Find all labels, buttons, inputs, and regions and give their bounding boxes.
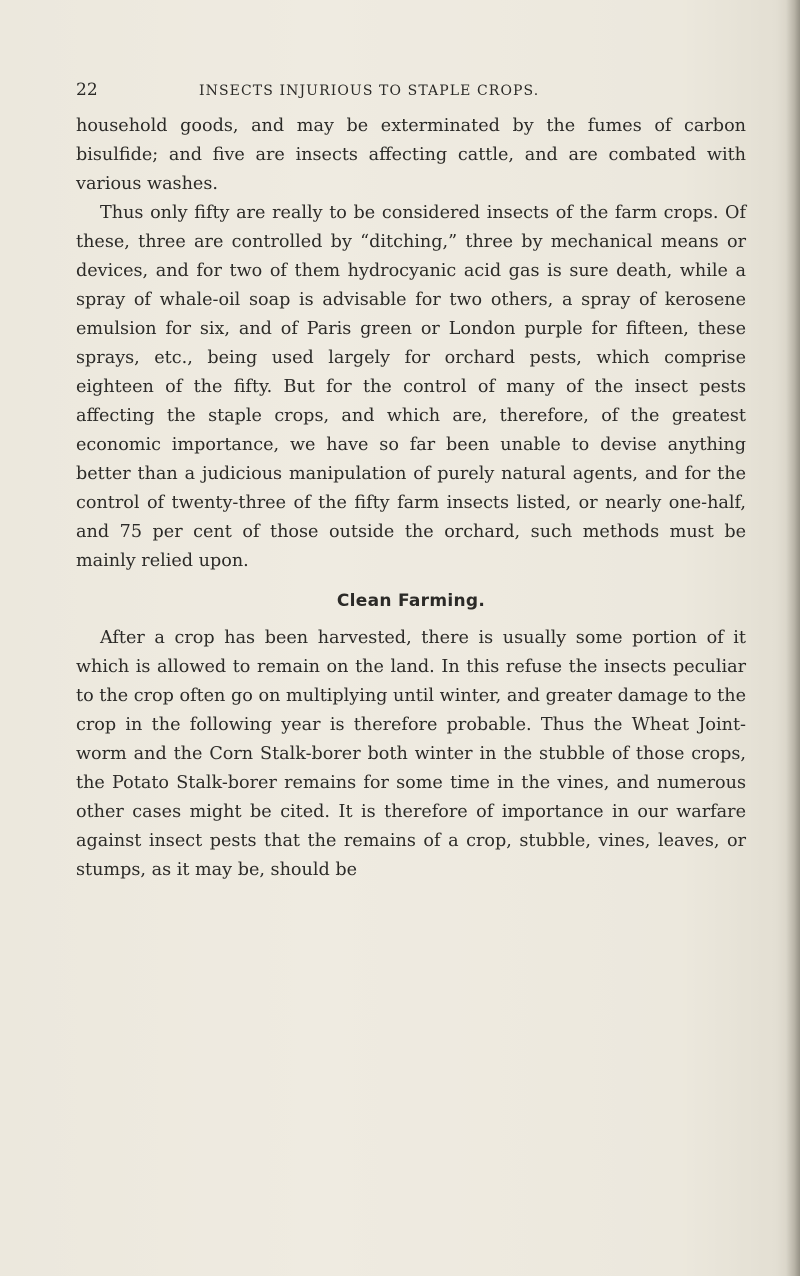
- paragraph-continued: household goods, and may be exterminated by the fumes of carbon bisulfide; and five are insects affecting cattle, and are combated with various washes.: [76, 116, 746, 194]
- section-heading: Clean Farming.: [336, 591, 486, 611]
- paragraph-fifty-insects: Thus only fifty are really to be considered insects of the farm crops. Of these, three are controlled by “ditching,” three by mechanical means or devices, and for two of them hydrocyanic acid gas is sure death, while a spray of whale-oil soap is advisable for two others, a spray of kerosene emulsion for six, and of Paris green or London purple for fifteen, these sprays, etc., being used largely for orchard pests, which comprise eighteen of the fifty. But for the control of many of the insect pests affecting the staple crops, and which are, therefore, of the greatest economic importance, we have so far been unable to devise anything better than a judicious manipulation of purely natural agents, and for the control of twenty-three of the fifty farm insects listed, or nearly one-half, and 75 per cent of those outside the orchard, such methods must be mainly relied upon.: [76, 203, 746, 571]
- page-edge-shadow: [786, 0, 800, 1276]
- running-head: [76, 80, 744, 102]
- running-title: INSECTS INJURIOUS TO STAPLE CROPS.: [199, 83, 540, 99]
- paragraph-clean-farming: After a crop has been harvested, there is usually some portion of it which is allowed to remain on the land. In this refuse the insects peculiar to the crop often go on multiplying until winter, and greater damage to the crop in the following year is therefore probable. Thus the Wheat Joint-worm and the Corn Stalk-borer both winter in the stubble of those crops, the Potato Stalk-borer remains for some time in the vines, and numerous other cases might be cited. It is therefore of importance in our warfare against insect pests that the remains of a crop, stubble, vines, leaves, or stumps, as it may be, should be: [76, 628, 746, 880]
- body-text: [76, 112, 746, 885]
- page-number: 22: [76, 80, 98, 100]
